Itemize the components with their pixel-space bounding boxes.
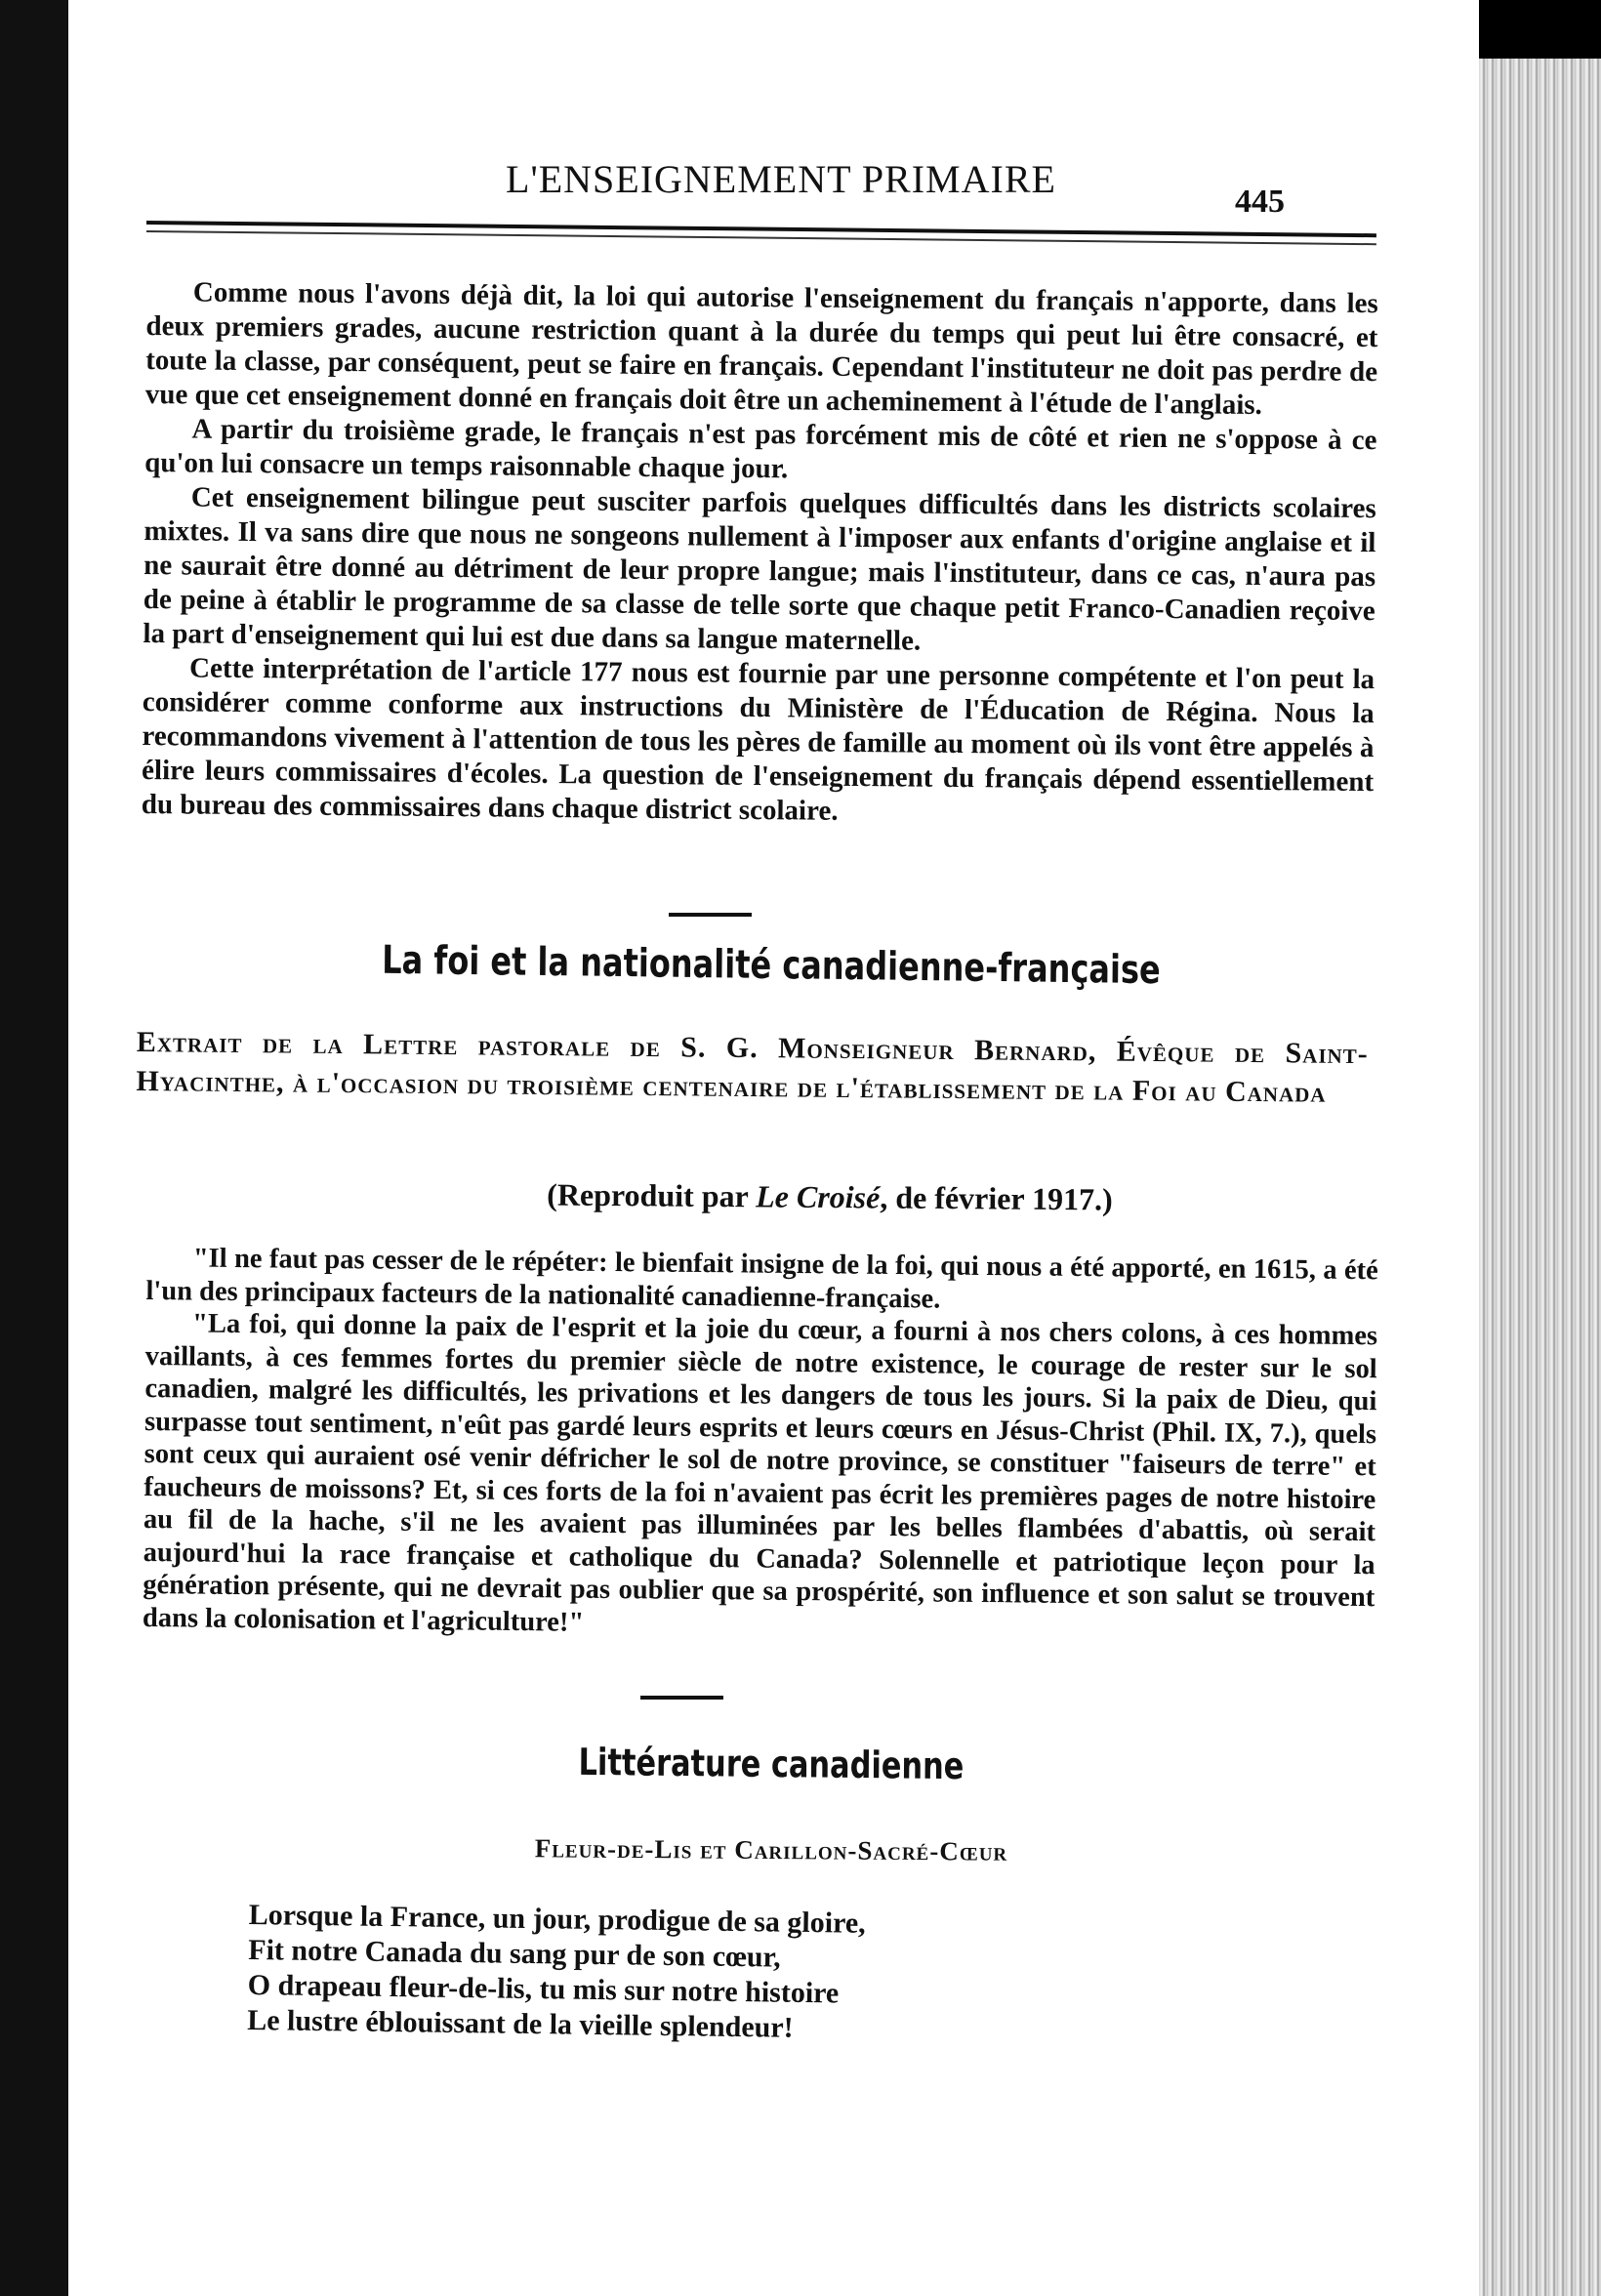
book-page-edges [1479, 59, 1601, 2296]
paragraph: A partir du troisième grade, le français n'est pas forcément mis de côté et rien ne s'oppose à ce qu'on lui consacre un temps raisonnable chaque jour. [144, 413, 1377, 485]
section-separator [640, 1696, 723, 1700]
paragraph: "Il ne faut pas cesser de le répéter: le bienfait insigne de la foi, qui nous a été apporté, en 1615, a été l'un des principaux facteurs de la nationalité canadienne-française. [145, 1243, 1378, 1315]
poem-line: Lorsque la France, un jour, prodigue de sa gloire, [248, 1898, 866, 1940]
quote-text [143, 1242, 1378, 1647]
section-separator [669, 913, 752, 917]
paragraph: Comme nous l'avons déjà dit, la loi qui autorise l'enseignement du français n'apporte, dans les deux premiers grades, aucune restriction quant à la durée du temps qui peut lui être consacré, et toute la classe, par conséquent, peut se faire en français. Cependant l'instituteur ne doit pas perdre de vue que cet enseignement donné en français doit être un acheminement à l'étude de l'anglais. [144, 276, 1378, 421]
section-title: La foi et la nationalité canadienne-française [382, 937, 1161, 994]
page-number: 445 [1235, 184, 1285, 220]
book-page [68, 0, 1479, 2296]
reprint-note [293, 1174, 1367, 1220]
paragraph: Cet enseignement bilingue peut susciter parfois quelques difficultés dans les districts scolaires mixtes. Il va sans dire que nous ne songeons nullement à l'imposer aux enfants d'origine anglaise et il ne saurait être donné au détriment de leur propre langue; mais l'instituteur, dans ce cas, n'aura pas de peine à établir le programme de sa classe de telle sorte que chaque petit Franco-Canadien reçoive la part d'enseignement qui lui est due dans sa langue maternelle. [143, 481, 1376, 657]
scan-left-margin [0, 0, 68, 2296]
scan-top-corner [1479, 0, 1601, 59]
poem-title: Fleur-de-Lis et Carillon-Sacré-Cœur [534, 1833, 1008, 1866]
intro-text [142, 275, 1378, 834]
header-rule-thick [146, 221, 1376, 237]
reprint-source: Le Croisé [756, 1178, 881, 1215]
poem-line: Fit notre Canada du sang pur de son cœur, [248, 1933, 781, 1974]
running-title: L'ENSEIGNEMENT PRIMAIRE [506, 157, 1056, 201]
section-title: Littérature canadienne [578, 1740, 965, 1788]
extract-heading: Extrait de la Lettre pastorale de S. G. Monseigneur Bernard, Évêque de Saint-Hyacinthe, à l'occasion du troisième centenaire de l'établissement de la Foi au Canada [136, 1025, 1369, 1109]
reprint-suffix: , de février 1917.) [880, 1179, 1113, 1217]
poem [247, 1898, 866, 2047]
reprint-prefix: (Reproduit par [547, 1176, 757, 1214]
paragraph: Cette interprétation de l'article 177 nous est fournie par une personne compétente et l'on peut la considérer comme conforme aux instructions du Ministère de l'Éducation de Régina. Nous la recommandons vivement à l'attention de tous les pères de famille au moment où ils vont être appelés à élire leurs commissaires d'écoles. La question de l'enseignement du français dépend essentiellement du bureau des commissaires dans chaque district scolaire. [141, 652, 1375, 827]
poem-line: O drapeau fleur-de-lis, tu mis sur notre histoire [247, 1968, 840, 2010]
paragraph: "La foi, qui donne la paix de l'esprit et la joie du cœur, a fourni à nos chers colons, à ces hommes vaillants, à ces femmes fortes du premier siècle de notre existence, le courage de rester sur le sol canadien, malgré les difficultés, les privations et les dangers de tous les jours. Si la paix de Dieu, qui surpasse tout sentiment, n'eût pas gardé leurs esprits et leurs cœurs en Jésus-Christ (Phil. IX, 7.), quels sont ceux qui auraient osé venir défricher le sol de notre province, se constituer "faiseurs de terre" et faucheurs de moissons? Et, si ces forts de la foi n'avaient pas écrit les premières pages de notre histoire au fil de la hache, s'il ne les avaient pas illuminées par les belles flambées d'abattis, où serait aujourd'hui la race française et catholique du Canada? Solennelle et patriotique leçon pour la génération présente, qui ne devrait pas oublier que sa prospérité, son influence et son salut se trouvent dans la colonisation et l'agriculture!" [142, 1308, 1378, 1638]
poem-line: Le lustre éblouissant de la vieille splendeur! [247, 2003, 794, 2044]
